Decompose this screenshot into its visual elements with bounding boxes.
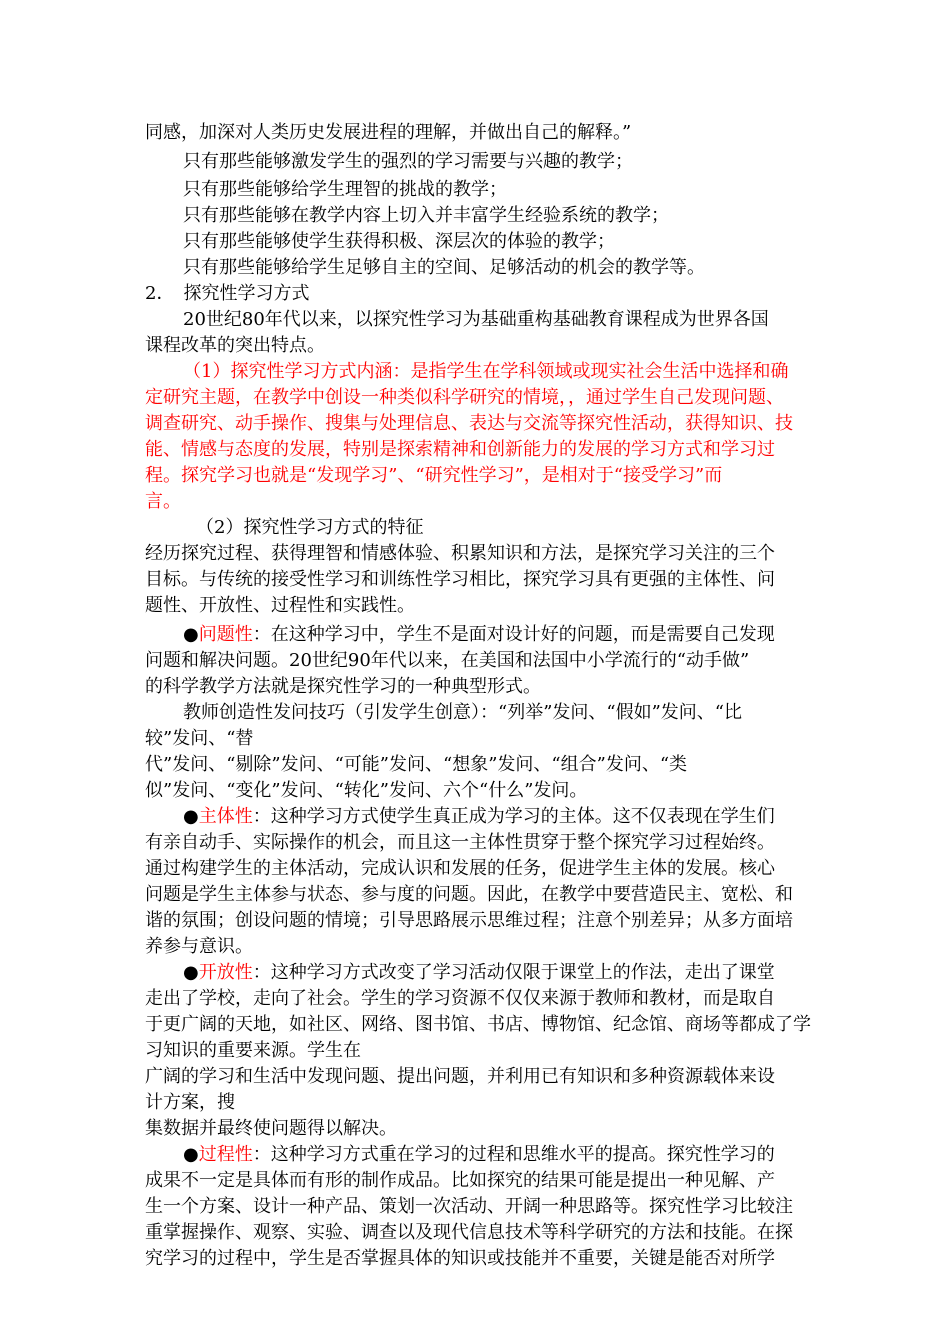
text-line: 经历探究过程、获得理智和情感体验、积累知识和方法，是探究学习关注的三个 xyxy=(145,543,775,564)
text-line: 只有那些能够在教学内容上切入并丰富学生经验系统的教学； xyxy=(183,205,669,226)
text-line: 成果不一定是具体而有形的制作成品。比如探究的结果可能是提出一种见解、产 xyxy=(145,1170,775,1191)
text-line: 问题是学生主体参与状态、参与度的问题。因此，在教学中要营造民主、宽松、和 xyxy=(145,884,793,905)
text-line: 的科学教学方法就是探究性学习的一种典型形式。 xyxy=(145,676,541,697)
bullet-icon: ● xyxy=(183,806,199,827)
text-line: 走出了学校，走向了社会。学生的学习资源不仅仅来源于教师和教材，而是取自 xyxy=(145,988,775,1009)
text-line: 究学习的过程中，学生是否掌握具体的知识或技能并不重要，关键是能否对所学 xyxy=(145,1248,775,1269)
subsection-heading: （2）探究性学习方式的特征 xyxy=(196,517,424,538)
bullet-icon: ● xyxy=(183,624,199,645)
section-heading: 2． 探究性学习方式 xyxy=(145,283,310,304)
bullet-keyword: 过程性 xyxy=(198,1144,253,1165)
text-line: 较”发问、“替 xyxy=(145,728,254,749)
bullet-keyword: 主体性 xyxy=(198,806,253,827)
text-line: 有亲自动手、实际操作的机会，而且这一主体性贯穿于整个探究学习过程始终。 xyxy=(145,832,775,853)
text-line: 只有那些能够给学生理智的挑战的教学； xyxy=(183,179,507,200)
bullet-item-problem xyxy=(183,622,810,648)
text-line: 同感，加深对人类历史发展进程的理解，并做出自己的解释。” xyxy=(145,122,632,143)
text-line: 只有那些能够激发学生的强烈的学习需要与兴趣的教学； xyxy=(183,151,633,172)
bullet-item-process xyxy=(183,1142,810,1168)
text-line: 代”发问、“剔除”发问、“可能”发问、“想象”发问、“组合”发问、“类 xyxy=(145,754,688,775)
bullet-text: ：这种学习方式使学生真正成为学习的主体。这不仅表现在学生们 xyxy=(252,806,775,827)
bullet-item-subject xyxy=(183,804,810,830)
text-line: 计方案，搜 xyxy=(145,1092,235,1113)
bullet-keyword: 开放性 xyxy=(198,962,253,983)
highlight-line: 言。 xyxy=(145,491,181,512)
text-line: 生一个方案、设计一种产品、策划一次活动、开阔一种思路等。探究性学习比较注 xyxy=(145,1196,793,1217)
bullet-text: ：这种学习方式重在学习的过程和思维水平的提高。探究性学习的 xyxy=(252,1144,775,1165)
highlight-line: 调查研究、动手操作、搜集与处理信息、表达与交流等探究性活动，获得知识、技 xyxy=(145,413,793,434)
highlight-line: （1）探究性学习方式内涵：是指学生在学科领域或现实社会生活中选择和确 xyxy=(183,361,789,382)
text-line: 于更广阔的天地，如社区、网络、图书馆、书店、博物馆、纪念馆、商场等都成了学 xyxy=(145,1014,811,1035)
bullet-item-open xyxy=(183,960,810,986)
text-line: 集数据并最终使问题得以解决。 xyxy=(145,1118,397,1139)
text-line: 习知识的重要来源。学生在 xyxy=(145,1040,361,1061)
bullet-text: ：在这种学习中，学生不是面对设计好的问题，而是需要自己发现 xyxy=(252,624,775,645)
text-line: 题性、开放性、过程性和实践性。 xyxy=(145,595,415,616)
text-line: 通过构建学生的主体活动，完成认识和发展的任务，促进学生主体的发展。核心 xyxy=(145,858,775,879)
text-line: 养参与意识。 xyxy=(145,936,253,957)
highlight-line: 能、情感与态度的发展，特别是探索精神和创新能力的发展的学习方式和学习过 xyxy=(145,439,775,460)
bullet-icon: ● xyxy=(183,1144,199,1165)
text-line: 教师创造性发问技巧（引发学生创意）：“列举”发问、“假如”发问、“比 xyxy=(183,702,743,723)
text-line: 广阔的学习和生活中发现问题、提出问题，并利用已有知识和多种资源载体来设 xyxy=(145,1066,775,1087)
text-line: 课程改革的突出特点。 xyxy=(145,335,325,356)
text-line: 20世纪80年代以来，以探究性学习为基础重构基础教育课程成为世界各国 xyxy=(183,309,769,330)
text-line: 重掌握操作、观察、实验、调查以及现代信息技术等科学研究的方法和技能。在探 xyxy=(145,1222,793,1243)
bullet-icon: ● xyxy=(183,962,199,983)
highlight-line: 定研究主题，在教学中创设一种类似科学研究的情境，，通过学生自己发现问题、 xyxy=(145,387,784,408)
bullet-keyword: 问题性 xyxy=(198,624,253,645)
text-line: 似”发问、“变化”发问、“转化”发问、六个“什么”发问。 xyxy=(145,780,588,801)
text-line: 问题和解决问题。20世纪90年代以来，在美国和法国中小学流行的“动手做” xyxy=(145,650,750,671)
text-line: 目标。与传统的接受性学习和训练性学习相比，探究学习具有更强的主体性、问 xyxy=(145,569,775,590)
bullet-text: ：这种学习方式改变了学习活动仅限于课堂上的作法，走出了课堂 xyxy=(252,962,775,983)
text-line: 谐的氛围；创设问题的情境；引导思路展示思维过程；注意个别差异；从多方面培 xyxy=(145,910,793,931)
text-line: 只有那些能够使学生获得积极、深层次的体验的教学； xyxy=(183,231,615,252)
text-line: 只有那些能够给学生足够自主的空间、足够活动的机会的教学等。 xyxy=(183,257,705,278)
highlight-line: 程。探究学习也就是“发现学习”、“研究性学习”，是相对于“接受学习”而 xyxy=(145,465,723,486)
